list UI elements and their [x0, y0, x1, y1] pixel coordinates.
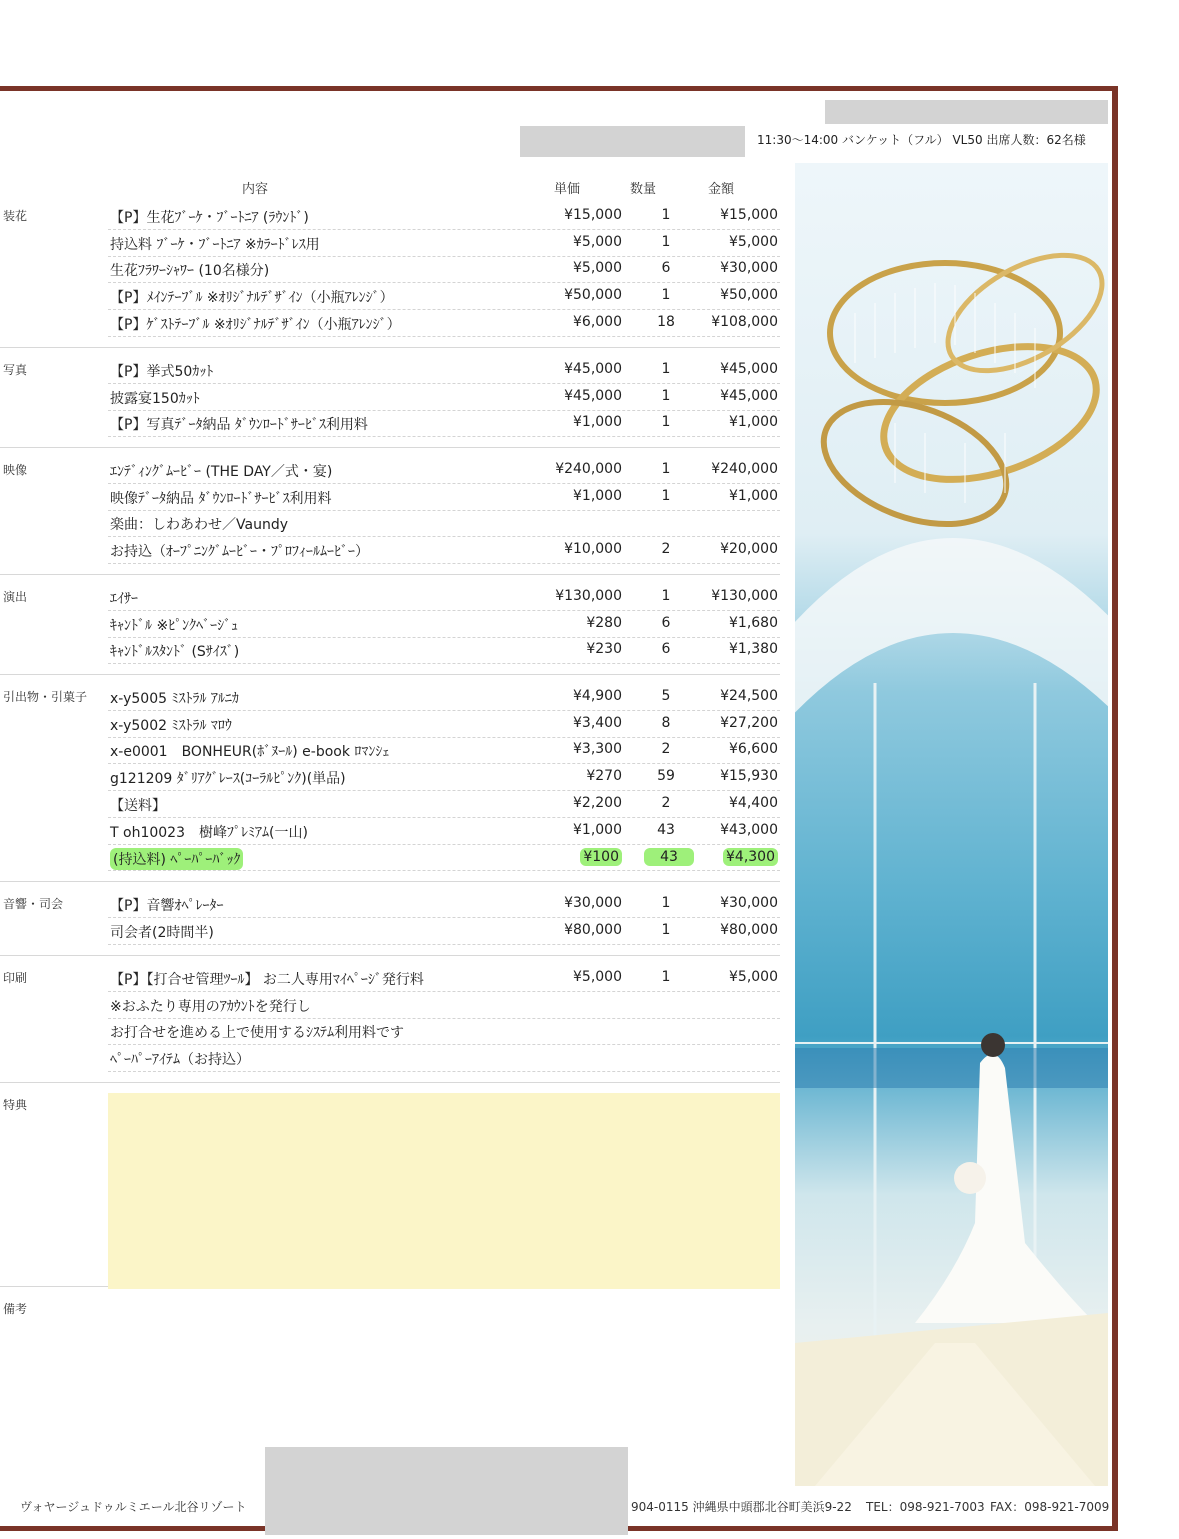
section-divider: [0, 674, 780, 675]
col-header-amount: 金額: [708, 182, 735, 197]
line-item-row: [108, 764, 780, 791]
line-item-amount: ¥4,400: [729, 795, 778, 811]
line-item-amount: ¥130,000: [711, 588, 778, 604]
line-item-row: [108, 684, 780, 711]
line-item-quantity: 43: [657, 822, 675, 838]
line-item-amount: ¥5,000: [729, 969, 778, 985]
line-item-name: 【P】【打合せ管理ﾂｰﾙ】 お二人専用ﾏｲﾍﾟｰｼﾞ発行料: [110, 972, 424, 988]
line-item-name: 生花ﾌﾗﾜｰｼｬﾜｰ (10名様分): [110, 263, 270, 279]
line-item-quantity: 2: [661, 741, 671, 757]
line-item-name: 持込料 ﾌﾞｰｹ・ﾌﾞｰﾄﾆｱ ※ｶﾗｰﾄﾞﾚｽ用: [110, 237, 320, 253]
line-item-name: 【P】挙式50ｶｯﾄ: [110, 364, 214, 380]
line-item-price: ¥50,000: [564, 287, 622, 303]
redacted-footer-block: [265, 1447, 628, 1535]
section-category: 装花: [3, 209, 28, 223]
line-item-name: 【P】生花ﾌﾞｰｹ・ﾌﾞｰﾄﾆｱ (ﾗｳﾝﾄﾞ): [110, 210, 309, 226]
line-item-price: ¥3,400: [573, 715, 622, 731]
line-item-name: x-y5005 ﾐｽﾄﾗﾙ ｱﾙﾆｶ: [110, 691, 239, 707]
line-item-amount: ¥1,380: [729, 641, 778, 657]
wedding-photo: [795, 163, 1108, 1486]
line-item-row: [108, 818, 780, 845]
line-item-row: [108, 484, 780, 511]
line-item-row: [108, 611, 780, 638]
line-item-amount: ¥1,000: [729, 488, 778, 504]
line-item-row: [108, 1018, 780, 1045]
line-item-amount: ¥108,000: [711, 314, 778, 330]
line-item-name: 【P】ﾒｲﾝﾃｰﾌﾞﾙ ※ｵﾘｼﾞﾅﾙﾃﾞｻﾞｲﾝ（小瓶ｱﾚﾝｼﾞ）: [110, 290, 394, 306]
chapel-illustration: [795, 163, 1108, 1486]
redacted-title-block: [520, 126, 745, 157]
section-divider: [0, 347, 780, 348]
line-item-quantity: 6: [661, 260, 671, 276]
line-item-name: 映像ﾃﾞｰﾀ納品 ﾀﾞｳﾝﾛｰﾄﾞｻｰﾋﾞｽ利用料: [110, 491, 332, 507]
col-header-quantity: 数量: [630, 182, 657, 197]
line-item-row: [108, 230, 780, 257]
footer-address: 904-0115 沖縄県中頭郡北谷町美浜9-22: [631, 1500, 852, 1514]
line-item-row: [108, 992, 780, 1019]
line-item-price: ¥5,000: [573, 260, 622, 276]
line-item-price: ¥45,000: [564, 361, 622, 377]
redacted-header-block: [825, 100, 1108, 124]
line-item-name: 【P】ｹﾞｽﾄﾃｰﾌﾞﾙ ※ｵﾘｼﾞﾅﾙﾃﾞｻﾞｲﾝ（小瓶ｱﾚﾝｼﾞ）: [110, 317, 401, 333]
line-item-amount: ¥15,930: [720, 768, 778, 784]
line-item-amount: ¥45,000: [720, 388, 778, 404]
line-item-quantity: 1: [661, 361, 671, 377]
line-item-amount: ¥24,500: [720, 688, 778, 704]
line-item-name: ｷｬﾝﾄﾞﾙ ※ﾋﾟﾝｸﾍﾞｰｼﾞｭ: [110, 618, 239, 634]
line-item-name: お持込（ｵｰﾌﾟﾆﾝｸﾞﾑｰﾋﾞｰ・ﾌﾟﾛﾌｨｰﾙﾑｰﾋﾞｰ）: [110, 544, 369, 560]
section-category: 写真: [3, 363, 28, 377]
line-item-amount: ¥80,000: [720, 922, 778, 938]
section-category: 印刷: [3, 971, 28, 985]
line-item-row: [108, 637, 780, 664]
line-item-price: ¥1,000: [573, 488, 622, 504]
line-item-quantity: 8: [661, 715, 671, 731]
line-item-price: ¥6,000: [573, 314, 622, 330]
line-item-price: ¥30,000: [564, 895, 622, 911]
line-item-amount: ¥6,600: [729, 741, 778, 757]
line-item-amount: ¥50,000: [720, 287, 778, 303]
section-category: 特典: [3, 1098, 28, 1112]
line-item-price: ¥45,000: [564, 388, 622, 404]
line-item-price: ¥100: [580, 848, 622, 866]
line-item-name: 司会者(2時間半): [110, 925, 214, 941]
line-item-row: [108, 256, 780, 283]
col-header-unit-price: 単価: [554, 182, 581, 197]
line-item-quantity: 6: [661, 641, 671, 657]
line-item-quantity: 59: [657, 768, 675, 784]
line-item-row: [108, 537, 780, 564]
line-item-amount: ¥30,000: [720, 895, 778, 911]
line-item-name: 楽曲：しわあわせ／Vaundy: [110, 517, 288, 533]
section-category: 演出: [3, 590, 28, 604]
line-item-price: ¥230: [586, 641, 622, 657]
line-item-price: ¥130,000: [555, 588, 622, 604]
section-divider: [0, 881, 780, 882]
line-item-price: ¥1,000: [573, 414, 622, 430]
line-item-amount: ¥1,680: [729, 615, 778, 631]
line-item-row: [108, 1045, 780, 1072]
line-item-amount: ¥15,000: [720, 207, 778, 223]
line-item-name: g121209 ﾀﾞﾘｱｸﾞﾚｰｽ(ｺｰﾗﾙﾋﾟﾝｸ)(単品): [110, 771, 346, 787]
line-item-amount: ¥30,000: [720, 260, 778, 276]
line-item-quantity: 1: [661, 895, 671, 911]
section-category: 備考: [3, 1302, 28, 1316]
line-item-quantity: 1: [661, 414, 671, 430]
line-item-row: [108, 384, 780, 411]
section-divider: [0, 574, 780, 575]
line-item-row: [108, 737, 780, 764]
col-header-content: 内容: [242, 182, 269, 197]
line-item-quantity: 1: [661, 922, 671, 938]
section-divider: [0, 447, 780, 448]
section-divider: [0, 1082, 780, 1083]
line-item-quantity: 1: [661, 969, 671, 985]
section-category: 引出物・引菓子: [3, 690, 88, 704]
section-category: 映像: [3, 463, 28, 477]
line-item-name: x-e0001 BONHEUR(ﾎﾞﾇｰﾙ) e-book ﾛﾏﾝｼｪ: [110, 744, 390, 760]
line-item-amount: ¥20,000: [720, 541, 778, 557]
line-item-name: ｷｬﾝﾄﾞﾙｽﾀﾝﾄﾞ (Sｻｲｽﾞ): [110, 644, 240, 660]
line-item-quantity: 1: [661, 488, 671, 504]
line-item-row: [108, 310, 780, 337]
footer-venue: ヴォヤージュドゥルミエール北谷リゾート: [20, 1500, 247, 1514]
line-item-price: ¥15,000: [564, 207, 622, 223]
line-item-name: 【P】音響ｵﾍﾟﾚｰﾀｰ: [110, 898, 224, 914]
line-item-price: ¥1,000: [573, 822, 622, 838]
footer-tel: TEL：098-921-7003: [866, 1500, 985, 1514]
line-item-name: x-y5002 ﾐｽﾄﾗﾙ ﾏﾛｳ: [110, 718, 232, 734]
line-item-quantity: 6: [661, 615, 671, 631]
line-item-quantity: 1: [661, 207, 671, 223]
line-item-price: ¥2,200: [573, 795, 622, 811]
line-item-quantity: 43: [644, 848, 694, 866]
section-divider: [0, 955, 780, 956]
line-item-name: お打合せを進める上で使用するｼｽﾃﾑ利用料です: [110, 1025, 404, 1041]
line-item-row: [108, 844, 780, 871]
line-item-quantity: 2: [661, 795, 671, 811]
line-item-quantity: 1: [661, 287, 671, 303]
line-item-row: [108, 584, 780, 611]
line-item-name: 【P】写真ﾃﾞｰﾀ納品 ﾀﾞｳﾝﾛｰﾄﾞｻｰﾋﾞｽ利用料: [110, 417, 368, 433]
line-item-price: ¥5,000: [573, 969, 622, 985]
line-item-row: [108, 457, 780, 484]
line-item-quantity: 5: [661, 688, 671, 704]
line-item-row: [108, 283, 780, 310]
line-item-quantity: 2: [661, 541, 671, 557]
section-category: 音響・司会: [3, 897, 64, 911]
line-item-amount: ¥27,200: [720, 715, 778, 731]
line-item-price: ¥240,000: [555, 461, 622, 477]
line-item-quantity: 18: [657, 314, 675, 330]
line-item-price: ¥4,900: [573, 688, 622, 704]
bonus-highlight-area: [108, 1093, 780, 1289]
line-item-price: ¥5,000: [573, 234, 622, 250]
line-item-amount: ¥43,000: [720, 822, 778, 838]
line-item-name: 披露宴150ｶｯﾄ: [110, 391, 200, 407]
line-item-quantity: 1: [661, 461, 671, 477]
line-item-row: [108, 891, 780, 918]
line-item-quantity: 1: [661, 588, 671, 604]
line-item-price: ¥270: [586, 768, 622, 784]
line-item-name: ※おふたり専用のｱｶｳﾝﾄを発行し: [110, 999, 311, 1015]
line-item-name: (持込料) ﾍﾟｰﾊﾟｰﾊﾞｯｸ: [110, 848, 243, 870]
line-item-name: ｴｲｻｰ: [110, 591, 138, 607]
line-item-row: [108, 357, 780, 384]
line-item-amount: ¥45,000: [720, 361, 778, 377]
line-item-quantity: 1: [661, 234, 671, 250]
line-item-quantity: 1: [661, 388, 671, 404]
line-item-amount: ¥240,000: [711, 461, 778, 477]
line-item-amount: ¥4,300: [723, 848, 778, 866]
line-item-row: [108, 510, 780, 537]
line-item-row: [108, 410, 780, 437]
line-item-name: 【送料】: [110, 798, 166, 814]
footer-fax: FAX：098-921-7009: [990, 1500, 1110, 1514]
line-item-price: ¥3,300: [573, 741, 622, 757]
line-item-price: ¥80,000: [564, 922, 622, 938]
line-item-amount: ¥5,000: [729, 234, 778, 250]
line-item-row: [108, 791, 780, 818]
line-item-price: ¥10,000: [564, 541, 622, 557]
line-item-name: ﾍﾟｰﾊﾟｰｱｲﾃﾑ（お持込）: [110, 1052, 250, 1068]
line-item-row: [108, 203, 780, 230]
line-item-amount: ¥1,000: [729, 414, 778, 430]
line-item-row: [108, 711, 780, 738]
line-item-name: T oh10023 樹峰ﾌﾟﾚﾐｱﾑ(一山): [110, 825, 308, 841]
line-item-name: ｴﾝﾃﾞｨﾝｸﾞﾑｰﾋﾞｰ (THE DAY／式・宴): [110, 464, 333, 480]
line-item-price: ¥280: [586, 615, 622, 631]
event-info: 11:30～14:00 バンケット（フル） VL50 出席人数：62名様: [757, 133, 1086, 147]
line-item-row: [108, 965, 780, 992]
line-item-row: [108, 918, 780, 945]
